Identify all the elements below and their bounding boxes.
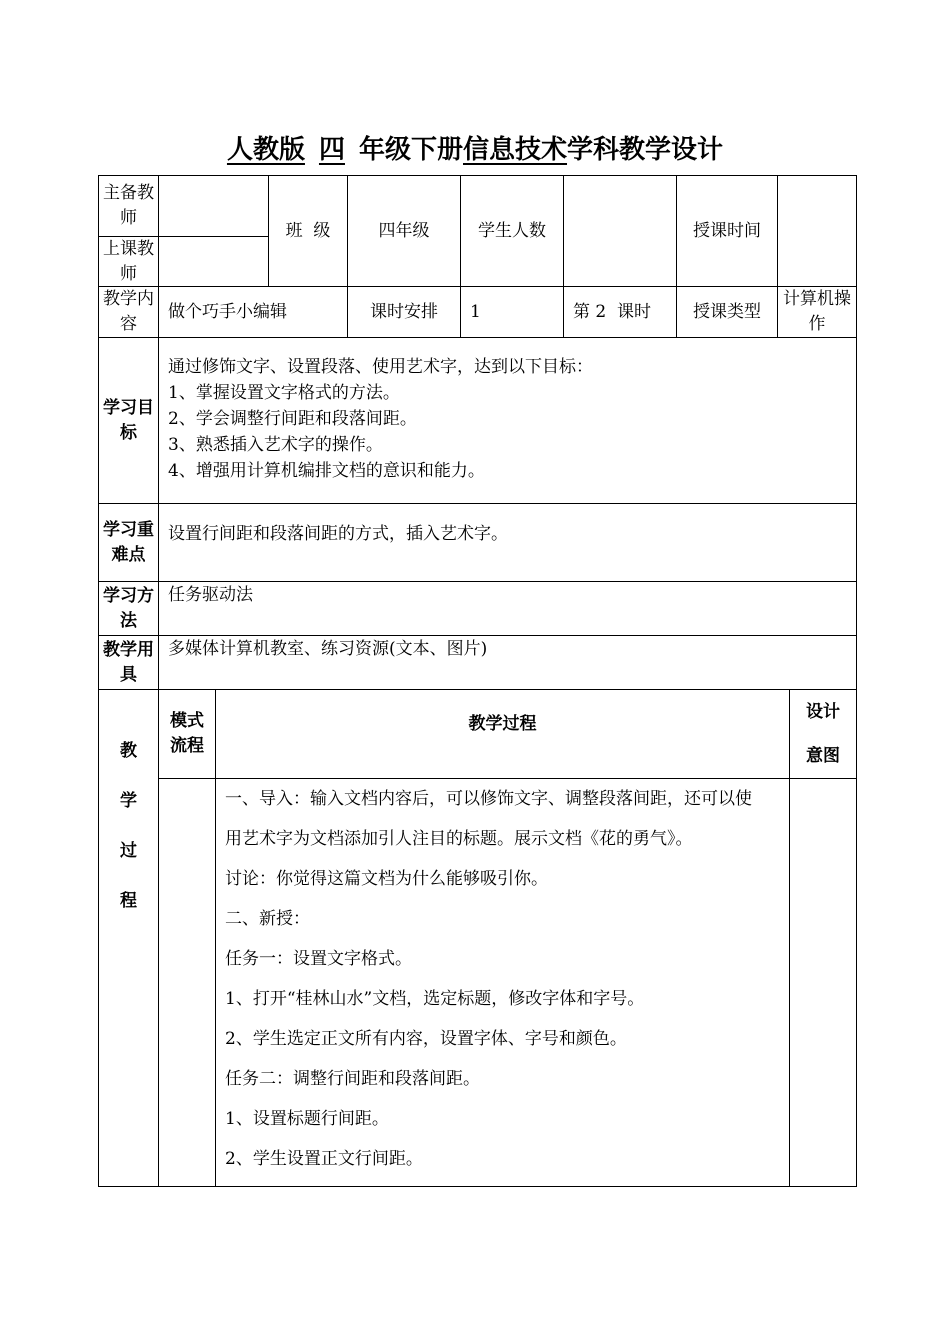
method-value: 任务驱动法	[158, 581, 857, 636]
process-line: 讨论：你觉得这篇文档为什么能够吸引你。	[225, 869, 548, 889]
main-teacher-label: 主备教师	[98, 175, 159, 237]
objectives-label: 学习目标	[98, 337, 159, 504]
objective-line: 1、掌握设置文字格式的方法。	[168, 383, 400, 403]
main-teacher-value	[158, 175, 269, 237]
intent-cell	[789, 778, 857, 1187]
key-points-value: 设置行间距和段落间距的方式，插入艺术字。	[158, 503, 857, 582]
objective-line: 2、学会调整行间距和段落间距。	[168, 409, 417, 429]
process-line: 一、导入：输入文档内容后，可以修饰文字、调整段落间距，还可以使	[225, 789, 752, 809]
process-line: 二、新授：	[225, 909, 310, 929]
time-value	[777, 175, 857, 287]
student-count-label: 学生人数	[460, 175, 564, 287]
process-side-char: 过	[120, 841, 137, 861]
type-value: 计算机操作	[777, 286, 857, 338]
method-label: 学习方法	[98, 581, 159, 636]
objective-line: 通过修饰文字、设置段落、使用艺术字，达到以下目标：	[168, 357, 593, 377]
process-label: 教学过程	[215, 689, 790, 779]
lecturer-label: 上课教师	[98, 236, 159, 287]
student-count-value	[563, 175, 677, 287]
process-side-label	[98, 689, 159, 1187]
title-mid: 年级下册	[358, 135, 463, 165]
lecturer-value	[158, 236, 269, 287]
process-side-char: 程	[120, 891, 137, 911]
tools-label: 教学用具	[98, 635, 159, 690]
process-side-char: 教	[120, 741, 137, 761]
process-line: 用艺术字为文档添加引人注目的标题。展示文档《花的勇气》。	[225, 829, 693, 849]
process-line: 1、设置标题行间距。	[225, 1109, 389, 1129]
title-grade: 四	[318, 135, 345, 165]
class-label: 班 级	[268, 175, 348, 287]
document-title	[0, 128, 950, 172]
content-label: 教学内容	[98, 286, 159, 338]
title-subject: 信息技术	[463, 135, 568, 165]
key-points-label: 学习重难点	[98, 503, 159, 582]
lesson-number: 第 2 课时	[563, 286, 677, 338]
title-publisher: 人教版	[226, 135, 305, 165]
intent-label: 设计意图	[789, 689, 857, 779]
process-line: 任务二：调整行间距和段落间距。	[225, 1069, 480, 1089]
class-value: 四年级	[347, 175, 461, 287]
flow-cell	[158, 778, 216, 1187]
process-content	[215, 778, 790, 1187]
process-line: 任务一：设置文字格式。	[225, 949, 412, 969]
objective-line: 3、熟悉插入艺术字的操作。	[168, 435, 383, 455]
hours-label: 课时安排	[347, 286, 461, 338]
objective-line: 4、增强用计算机编排文档的意识和能力。	[168, 461, 485, 481]
process-line: 2、学生选定正文所有内容，设置字体、字号和颜色。	[225, 1029, 627, 1049]
title-tail: 学科教学设计	[567, 135, 724, 165]
tools-value: 多媒体计算机教室、练习资源(文本、图片)	[158, 635, 857, 690]
objectives-content	[158, 337, 857, 504]
type-label: 授课类型	[676, 286, 778, 338]
flow-label: 模式流程	[158, 689, 216, 779]
process-line: 1、打开“桂林山水”文档，选定标题，修改字体和字号。	[225, 989, 645, 1009]
hours-value: 1	[460, 286, 564, 338]
time-label: 授课时间	[676, 175, 778, 287]
process-side-char: 学	[120, 791, 137, 811]
content-value: 做个巧手小编辑	[158, 286, 348, 338]
process-line: 2、学生设置正文行间距。	[225, 1149, 423, 1169]
